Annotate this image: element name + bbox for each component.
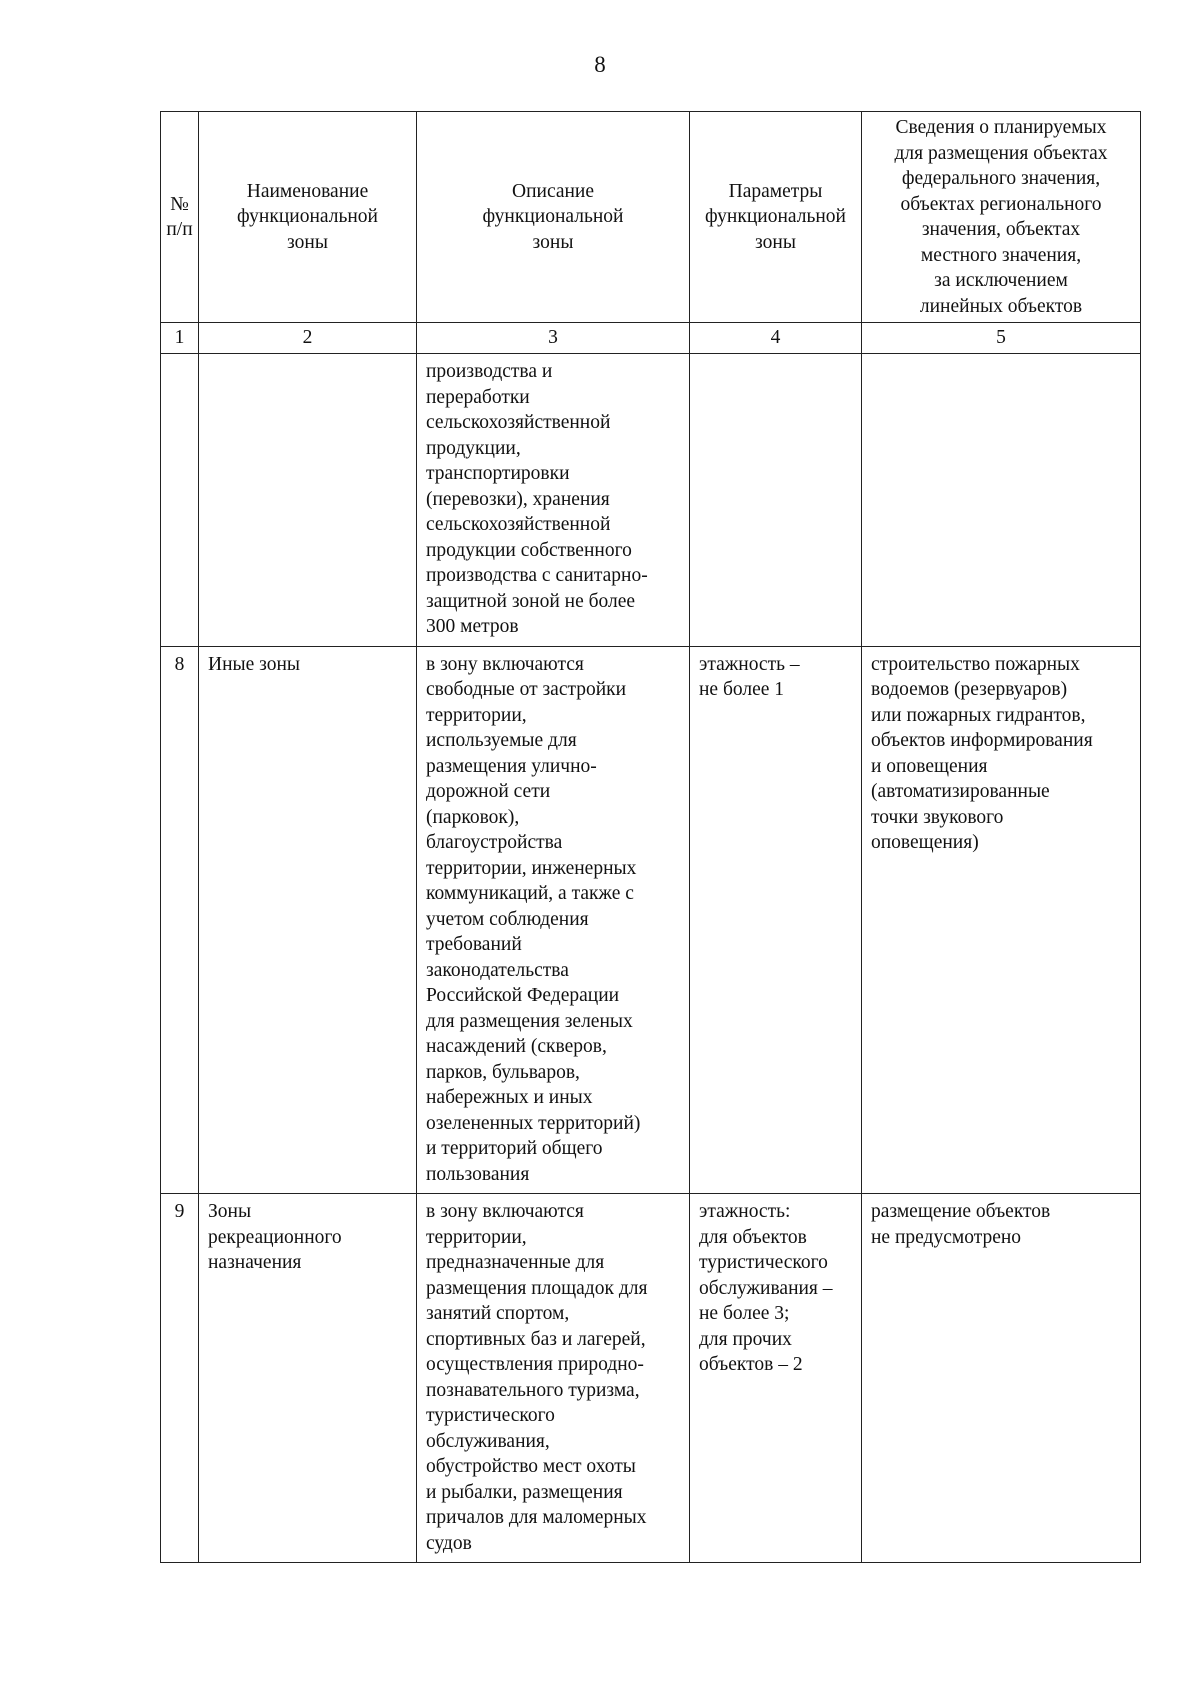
row-number: 8: [161, 646, 199, 1194]
zone-description: в зону включаются свободные от застройки территории, используемые для размещения улично- дорожной сети (парковок), благоустройства территории, инженерных коммуникаций, а также с учетом соблюдения требований законодательства Российской Федерации для размещения зеленых насаждений (скверов, парков, бульваров, набережных и иных озелененных территорий) и территорий общего пользования: [417, 646, 690, 1194]
zone-name: [199, 354, 417, 647]
header-number: № п/п: [161, 112, 199, 323]
table-row: [161, 1194, 1141, 1563]
zone-description: производства и переработки сельскохозяйственной продукции, транспортировки (перевозки), хранения сельскохозяйственной продукции собственного производства с санитарно- защитной зоной не более 300 метров: [417, 354, 690, 647]
column-numbers-row: [161, 323, 1141, 354]
zone-objects: строительство пожарных водоемов (резервуаров) или пожарных гидрантов, объектов информирования и оповещения (автоматизированные точки звукового оповещения): [862, 646, 1141, 1194]
column-number: 1: [161, 323, 199, 354]
column-number: 5: [862, 323, 1141, 354]
row-number: [161, 354, 199, 647]
page-number: 8: [594, 52, 606, 77]
header-zone-name: Наименование функциональной зоны: [199, 112, 417, 323]
zone-objects: размещение объектов не предусмотрено: [862, 1194, 1141, 1563]
table-row: [161, 354, 1141, 647]
column-number: 4: [690, 323, 862, 354]
column-number: 2: [199, 323, 417, 354]
zone-parameters: этажность: для объектов туристического обслуживания – не более 3; для прочих объектов – 2: [690, 1194, 862, 1563]
header-planned-objects: Сведения о планируемых для размещения объектах федерального значения, объектах регионального значения, объектах местного значения, за исключением линейных объектов: [862, 112, 1141, 323]
zone-parameters: [690, 354, 862, 647]
header-zone-description: Описание функциональной зоны: [417, 112, 690, 323]
zone-name: Иные зоны: [199, 646, 417, 1194]
zone-parameters: этажность – не более 1: [690, 646, 862, 1194]
zone-name: Зоны рекреационного назначения: [199, 1194, 417, 1563]
functional-zones-table: [160, 111, 1141, 1563]
header-zone-parameters: Параметры функциональной зоны: [690, 112, 862, 323]
column-number: 3: [417, 323, 690, 354]
zone-description: в зону включаются территории, предназначенные для размещения площадок для занятий спортом, спортивных баз и лагерей, осуществления природно- познавательного туризма, туристического обслуживания, обустройство мест охоты и рыбалки, размещения причалов для маломерных судов: [417, 1194, 690, 1563]
row-number: 9: [161, 1194, 199, 1563]
table-header-row: [161, 112, 1141, 323]
table-row: [161, 646, 1141, 1194]
zone-objects: [862, 354, 1141, 647]
